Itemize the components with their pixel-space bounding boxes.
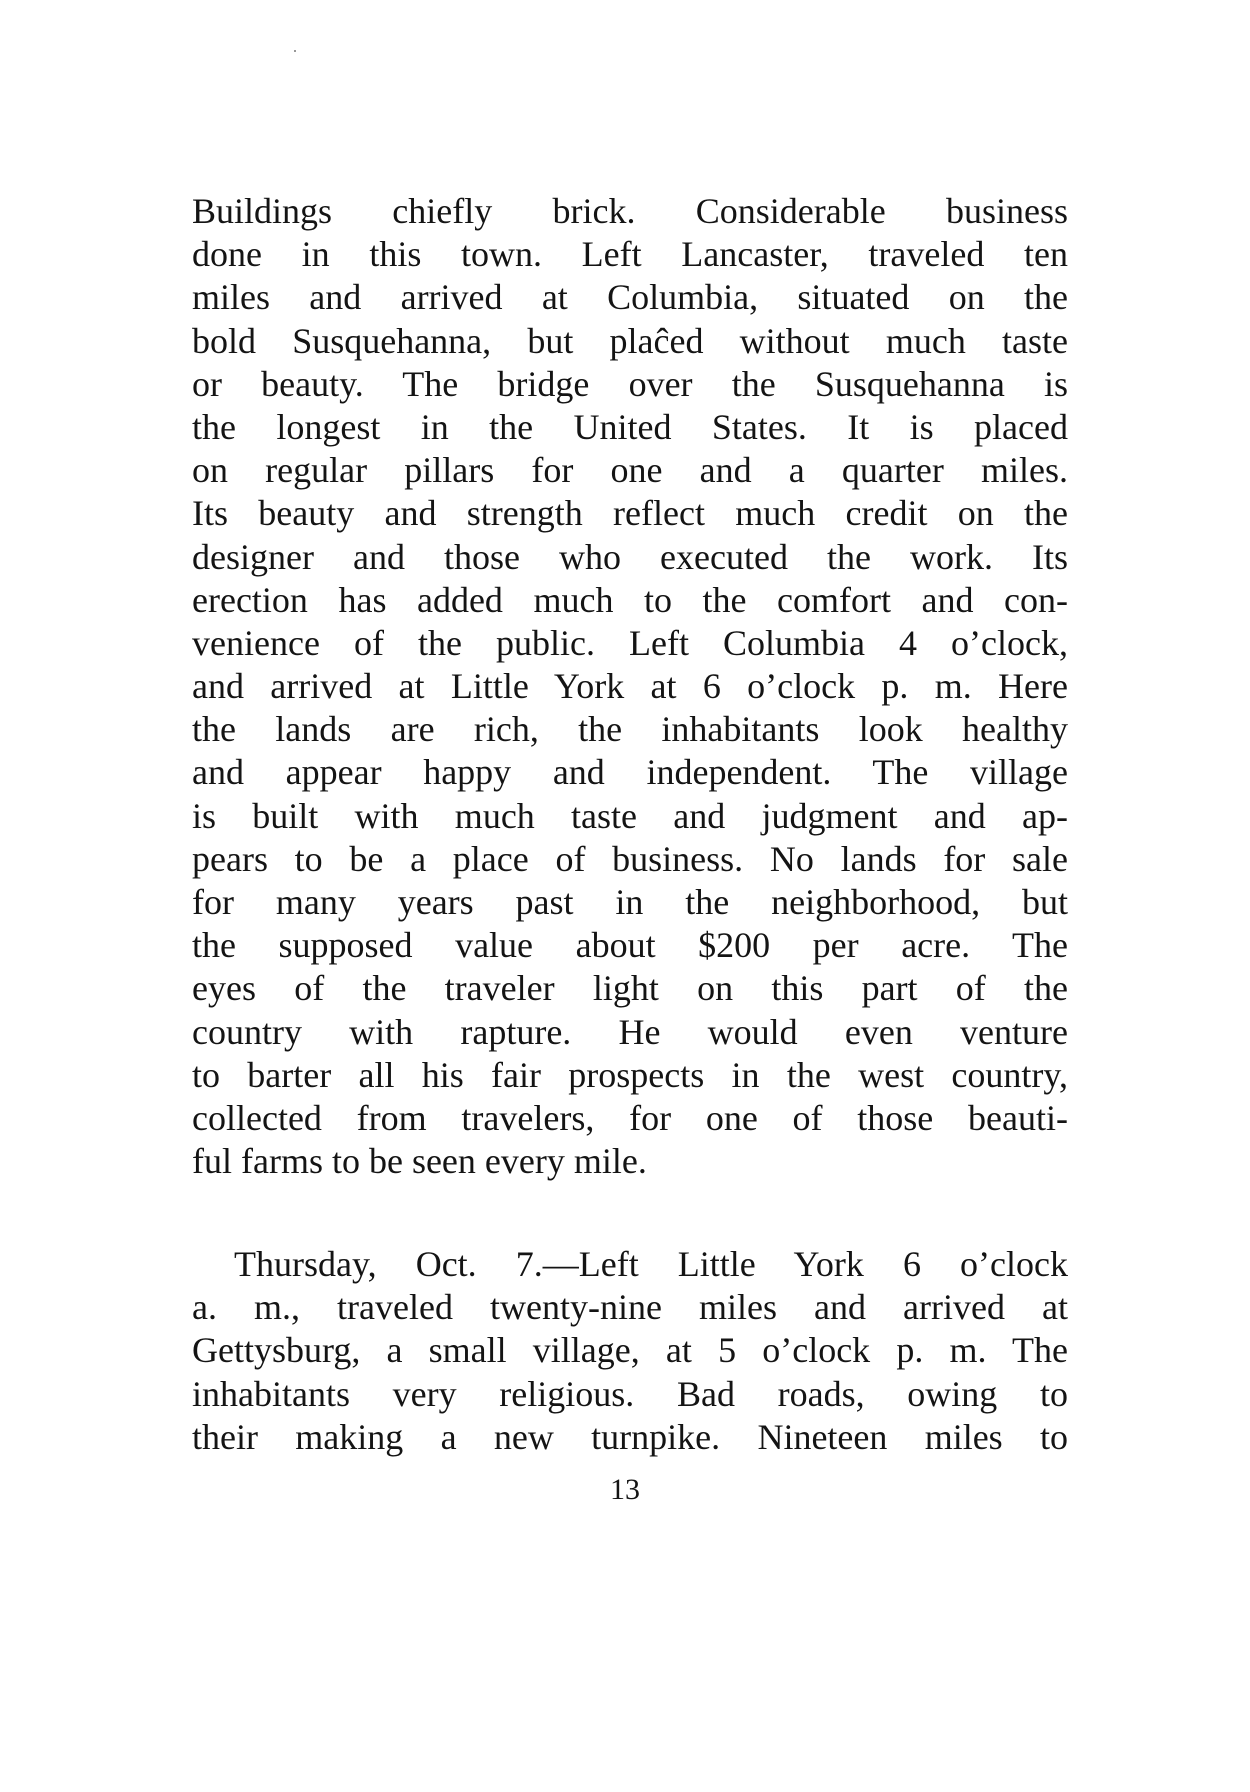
text-line: on regular pillars for one and a quarter miles. (192, 450, 1068, 491)
text-line: and appear happy and independent. The village (192, 752, 1068, 793)
text-line: pears to be a place of business. No lands for sale (192, 838, 1068, 879)
text-line: miles and arrived at Columbia, situated on the (192, 277, 1068, 318)
text-line: done in this town. Left Lancaster, traveled ten (192, 234, 1068, 275)
text-line: inhabitants very religious. Bad roads, owing to (192, 1373, 1068, 1414)
text-line: Thursday, Oct. 7.—Left Little York 6 o’clock (234, 1244, 1068, 1284)
paragraph-thursday-oct-7 (192, 1243, 1068, 1459)
text-line: Gettysburg, a small village, at 5 o’clock p. m. The (192, 1330, 1068, 1371)
text-line: for many years past in the neighborhood, but (192, 882, 1068, 922)
text-line: the supposed value about $200 per acre. The (192, 925, 1068, 966)
scan-speck (294, 50, 296, 52)
text-line: bold Susquehanna, but plaĉed without much taste (192, 320, 1068, 361)
text-line: Its beauty and strength reflect much credit on the (192, 493, 1068, 534)
text-line: a. m., traveled twenty-nine miles and arrived at (192, 1287, 1068, 1328)
text-line: ful farms to be seen every mile. (192, 1141, 647, 1182)
text-line: collected from travelers, for one of those beauti- (192, 1097, 1068, 1138)
text-line: erection has added much to the comfort and con- (192, 579, 1068, 620)
text-line: the lands are rich, the inhabitants look healthy (192, 709, 1068, 750)
page-number: 13 (610, 1473, 640, 1506)
text-line: Buildings chiefly brick. Considerable business (192, 191, 1068, 231)
text-line: the longest in the United States. It is placed (192, 406, 1068, 447)
text-line: and arrived at Little York at 6 o’clock p. m. Here (192, 666, 1068, 707)
text-line: designer and those who executed the work. Its (192, 536, 1068, 577)
paragraph-lancaster-columbia-york (192, 190, 1068, 1183)
text-line: venience of the public. Left Columbia 4 o’clock, (192, 622, 1068, 663)
text-line: country with rapture. He would even venture (192, 1011, 1068, 1052)
text-line: is built with much taste and judgment and ap- (192, 795, 1068, 836)
text-line: their making a new turnpike. Nineteen miles to (192, 1416, 1068, 1457)
text-line: or beauty. The bridge over the Susquehanna is (192, 363, 1068, 404)
text-line: to barter all his fair prospects in the west country, (192, 1054, 1068, 1095)
text-line: eyes of the traveler light on this part of the (192, 968, 1068, 1009)
